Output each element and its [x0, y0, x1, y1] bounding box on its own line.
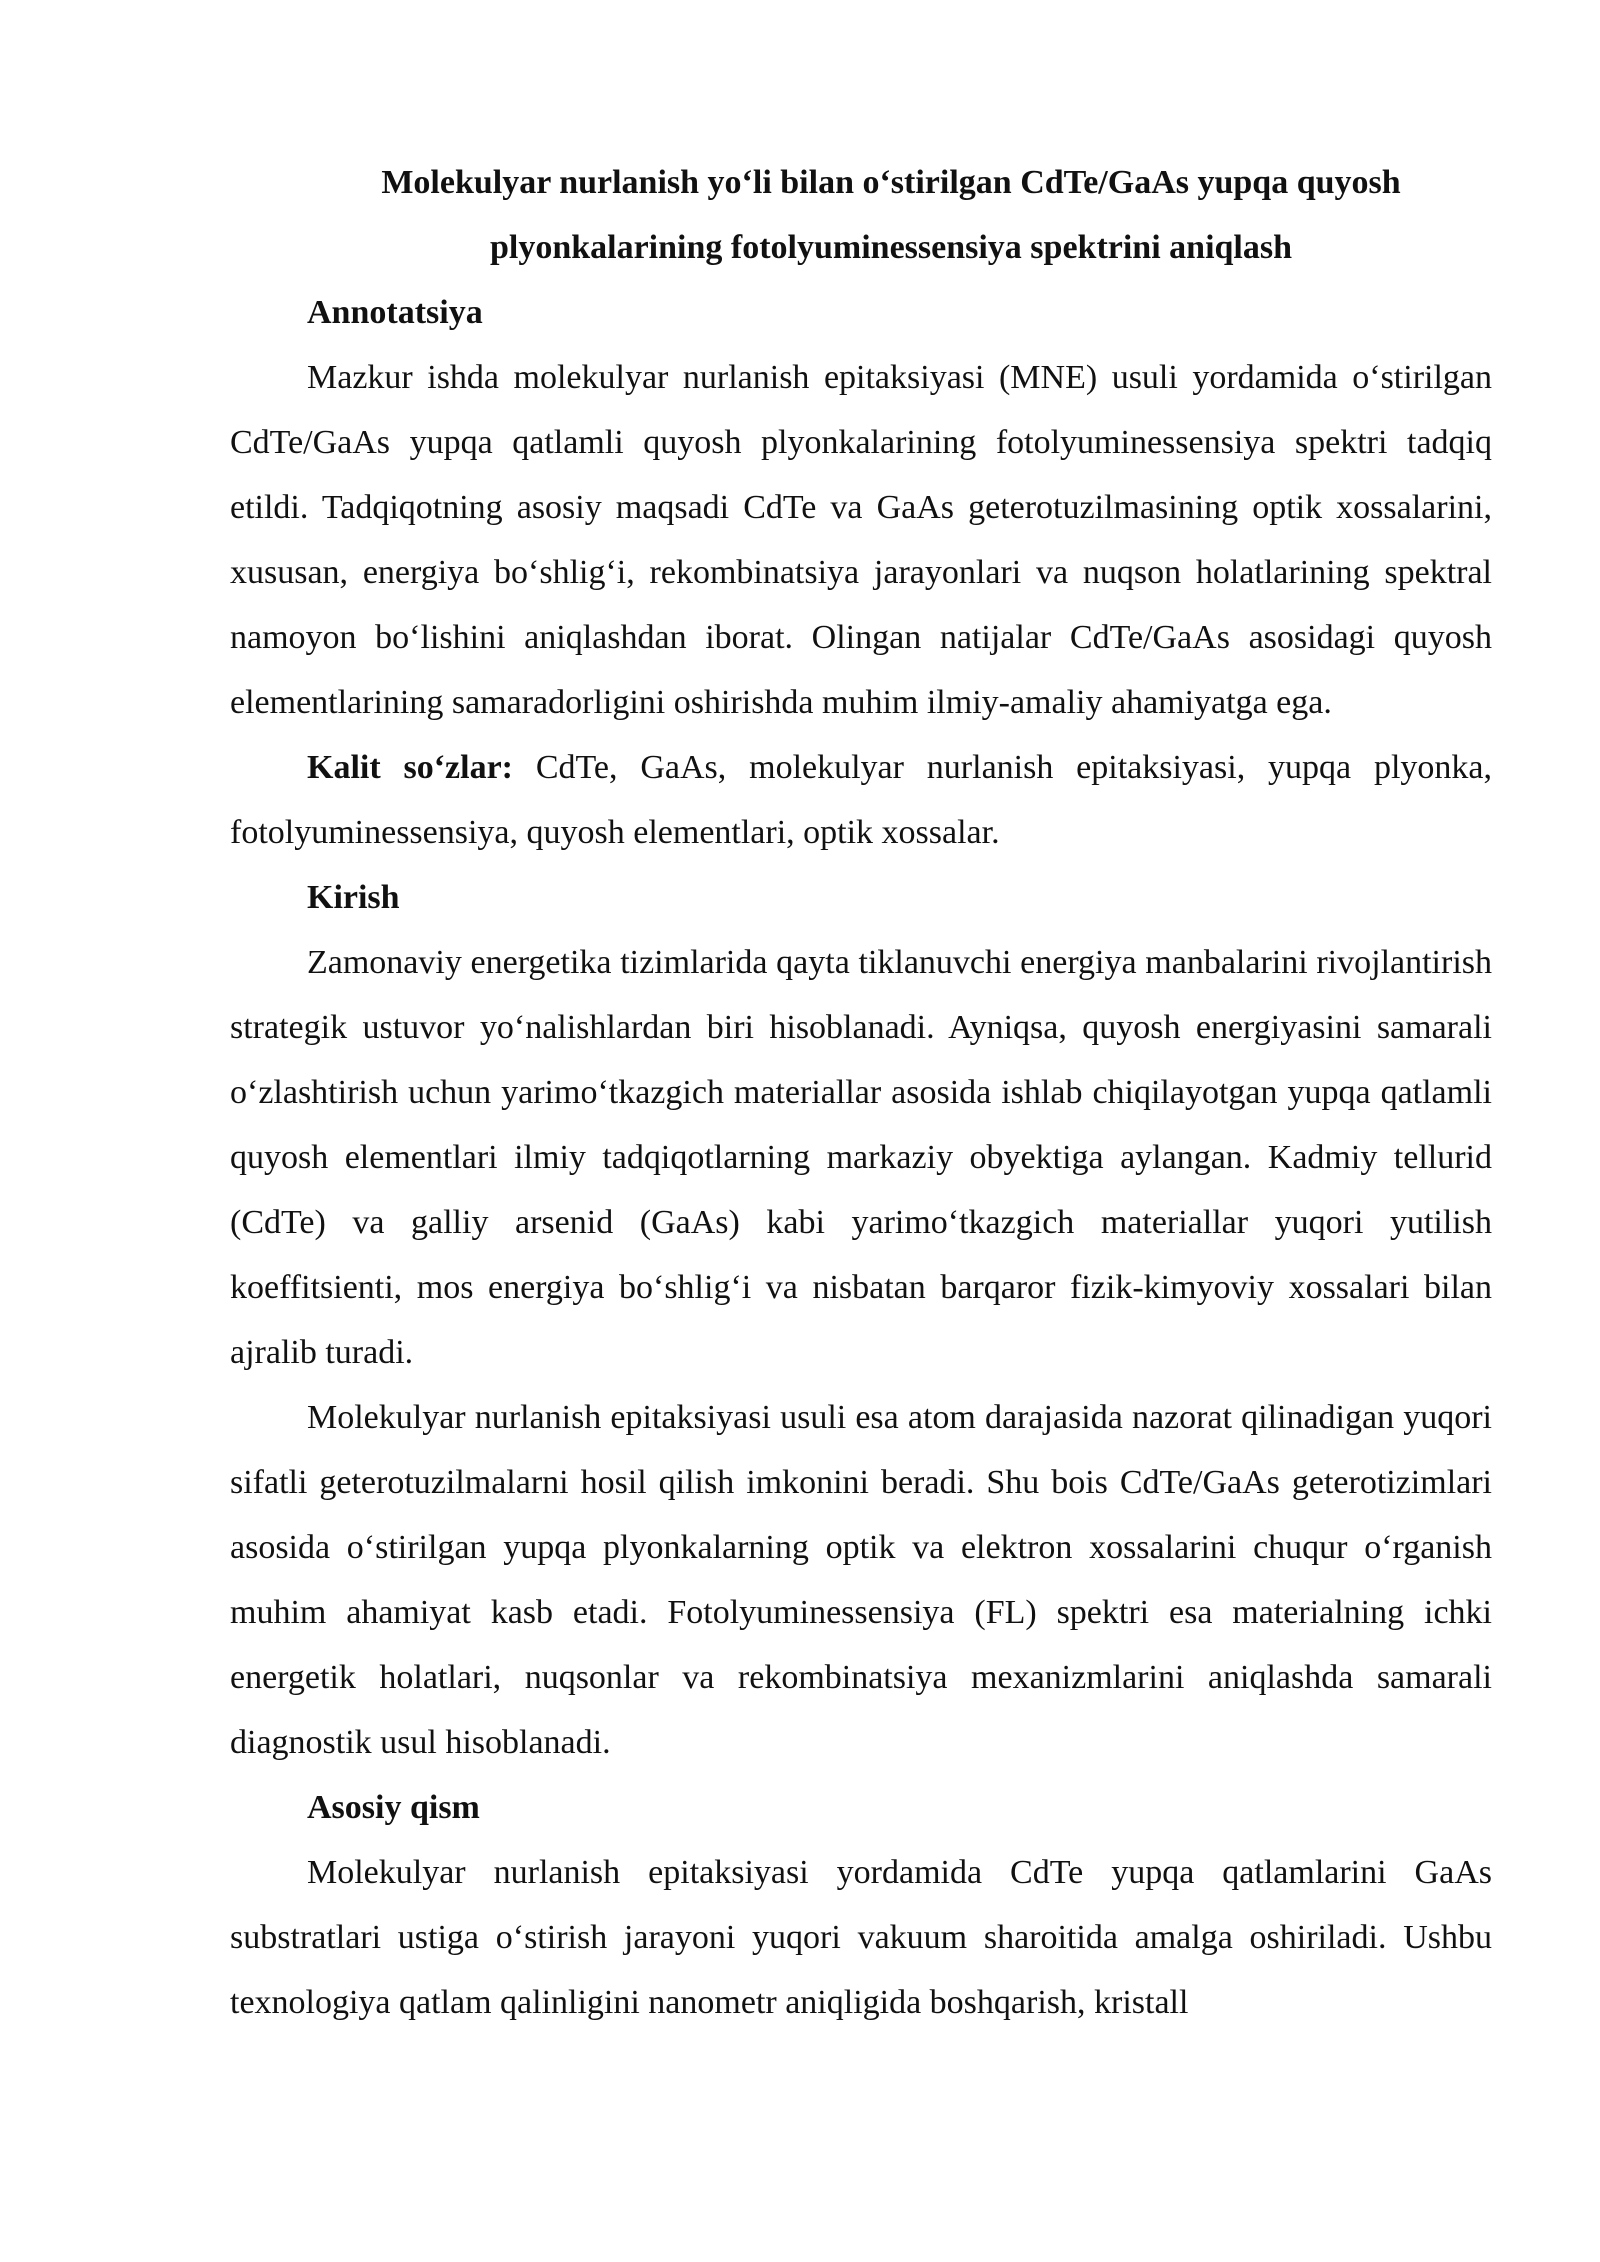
keywords-text: CdTe, GaAs, molekulyar nurlanish epitaksiyasi, yupqa plyonka, fotolyuminessensiya, quyosh elementlari, optik xossalar. — [230, 749, 1493, 851]
document-page — [230, 150, 1492, 2035]
intro-paragraph-2: Molekulyar nurlanish epitaksiyasi usuli esa atom darajasida nazorat qilinadigan yuqori sifatli geterotuzilmalarni hosil qilish imkonini beradi. Shu bois CdTe/GaAs geterotizimlari asosida o‘stirilgan yupqa plyonkalarning optik va elektron xossalarini chuqur o‘rganish muhim ahamiyat kasb etadi. Fotolyuminessensiya (FL) spektri esa materialning ichki energetik holatlari, nuqsonlar va rekombinatsiya mexanizmlarini aniqlashda samarali diagnostik usul hisoblanadi. — [230, 1399, 1492, 1761]
main-heading: Asosiy qism — [307, 1789, 480, 1826]
keywords-label: Kalit so‘zlar: — [307, 749, 514, 786]
intro-paragraph-1: Zamonaviy energetika tizimlarida qayta tiklanuvchi energiya manbalarini rivojlantirish strategik ustuvor yo‘nalishlardan biri hisoblanadi. Ayniqsa, quyosh energiyasini samarali o‘zlashtirish uchun yarimo‘tkazgich materiallar asosida ishlab chiqilayotgan yupqa qatlamli quyosh elementlari ilmiy tadqiqotlarning markaziy obyektiga aylangan. Kadmiy tellurid (CdTe) va galliy arsenid (GaAs) kabi yarimo‘tkazgich materiallar yuqori yutilish koeffitsienti, mos energiya bo‘shlig‘i va nisbatan barqaror fizik-kimyoviy xossalari bilan ajralib turadi. — [230, 944, 1492, 1371]
abstract-paragraph: Mazkur ishda molekulyar nurlanish epitaksiyasi (MNE) usuli yordamida o‘stirilgan CdTe/GaAs yupqa qatlamli quyosh plyonkalarining fotolyuminessensiya spektri tadqiq etildi. Tadqiqotning asosiy maqsadi CdTe va GaAs geterotuzilmasining optik xossalarini, xususan, energiya bo‘shlig‘i, rekombinatsiya jarayonlari va nuqson holatlarining spektral namoyon bo‘lishini aniqlashdan iborat. Olingan natijalar CdTe/GaAs asosidagi quyosh elementlarining samaradorligini oshirishda muhim ilmiy-amaliy ahamiyatga ega. — [230, 359, 1492, 721]
keywords-paragraph — [230, 735, 1492, 865]
intro-heading: Kirish — [307, 879, 400, 916]
title-line-2: plyonkalarining fotolyuminessensiya spektrini aniqlash — [489, 229, 1293, 266]
abstract-heading: Annotatsiya — [307, 294, 483, 331]
title-line-1: Molekulyar nurlanish yo‘li bilan o‘stirilgan CdTe/GaAs yupqa quyosh — [381, 164, 1401, 201]
main-paragraph-1: Molekulyar nurlanish epitaksiyasi yordamida CdTe yupqa qatlamlarini GaAs substratlari ustiga o‘stirish jarayoni yuqori vakuum sharoitida amalga oshiriladi. Ushbu texnologiya qatlam qalinligini nanometr aniqligida boshqarish, kristall — [230, 1854, 1492, 2021]
